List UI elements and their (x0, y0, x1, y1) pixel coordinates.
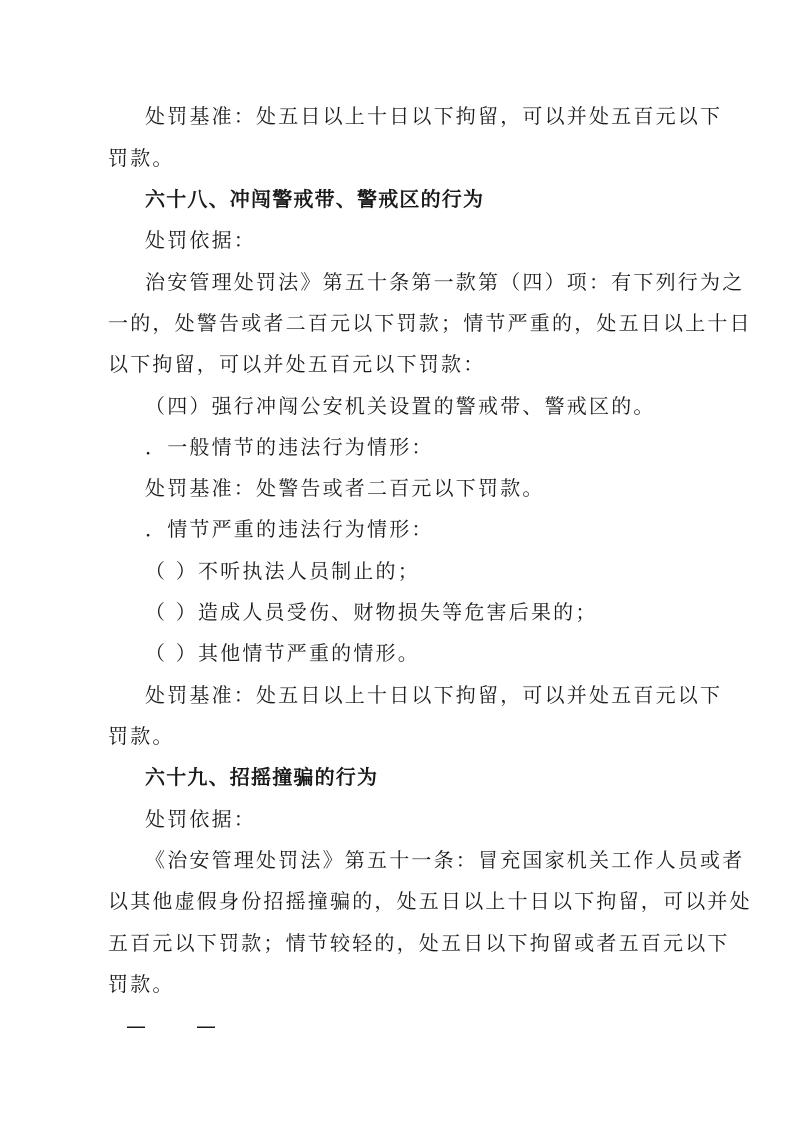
paragraph-line: ．情节严重的违法行为情形： (145, 517, 434, 541)
paragraph-line: 处罚基准：处五日以上十日以下拘留，可以并处五百元以下 (145, 683, 723, 707)
paragraph-line: 处罚依据： (145, 228, 256, 252)
footer-dash-right: — (196, 1014, 216, 1038)
paragraph-line: 以下拘留，可以并处五百元以下罚款： (108, 352, 486, 376)
paragraph-line: （ ）造成人员受伤、财物损失等危害后果的； (145, 600, 598, 624)
paragraph-line: 罚款。 (108, 972, 175, 996)
section-heading: 六十八、冲闯警戒带、警戒区的行为 (145, 187, 485, 211)
section-heading: 六十九、招摇撞骗的行为 (145, 765, 379, 789)
paragraph-line: 五百元以下罚款；情节较轻的，处五日以下拘留或者五百元以下 (108, 931, 730, 955)
paragraph-line: 《治安管理处罚法》第五十一条：冒充国家机关工作人员或者 (145, 848, 745, 872)
paragraph-line: （ ）其他情节严重的情形。 (145, 641, 420, 665)
paragraph-line: 处罚基准：处五日以上十日以下拘留，可以并处五百元以下 (145, 104, 723, 128)
paragraph-line: （四）强行冲闯公安机关设置的警戒带、警戒区的。 (145, 394, 656, 418)
paragraph-line: 罚款。 (108, 724, 175, 748)
paragraph-line: 治安管理处罚法》第五十条第一款第（四）项：有下列行为之 (145, 270, 745, 294)
paragraph-line: 罚款。 (108, 146, 175, 170)
footer-dash-left: — (126, 1014, 146, 1038)
paragraph-line: 以其他虚假身份招摇撞骗的，处五日以上十日以下拘留，可以并处 (108, 889, 752, 913)
paragraph-line: 处罚基准：处警告或者二百元以下罚款。 (145, 476, 545, 500)
paragraph-line: 一的，处警告或者二百元以下罚款；情节严重的，处五日以上十日 (108, 311, 752, 335)
paragraph-line: ．一般情节的违法行为情形： (145, 435, 434, 459)
paragraph-line: （ ）不听执法人员制止的； (145, 559, 420, 583)
paragraph-line: 处罚依据： (145, 807, 256, 831)
